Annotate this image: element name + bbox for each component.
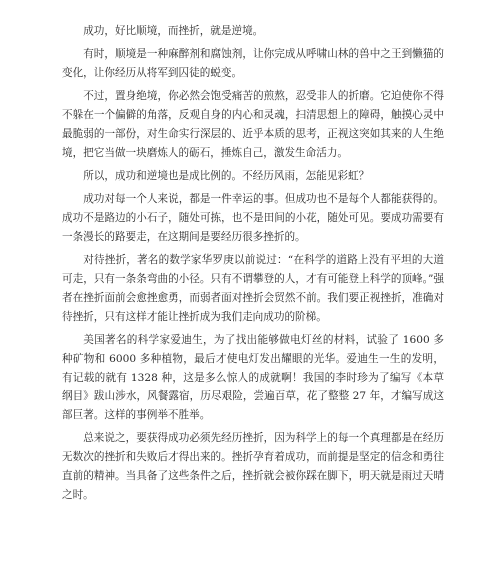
paragraph-3: 不过，置身绝境，你必然会饱受痛苦的煎熬，忍受非人的折磨。它迫使你不得不躲在一个偏僻的角落，反观自身的内心和灵魂，扫清思想上的障碍，触摸心灵中最脆弱的一部份，对生命实行深层的、近乎本质的思考，正视这突如其来的人生绝境，把它当做一块磨炼人的砺石，捶炼自己，激发生命活力。 (62, 90, 444, 159)
paragraph-2: 有时，顺境是一种麻醉剂和腐蚀剂，让你完成从呼啸山林的兽中之王到懒猫的变化，让你经历从将军到囚徒的蜕变。 (62, 48, 444, 79)
paragraph-6: 对待挫折，著名的数学家华罗庚以前说过：“在科学的道路上没有平坦的大道可走，只有一条条弯曲的小径。只有不谓攀登的人，才有可能登上科学的顶峰。”强者在挫折面前会愈挫愈勇，而弱者面对挫折会贸然不前。我们要正视挫折，准确对待挫折，只有这样才能让挫折成为我们走向成功的阶梯。 (62, 253, 444, 323)
paragraph-1: 成功，好比顺境，而挫折，就是逆境。 (83, 25, 264, 37)
paragraph-8: 总来说之，要获得成功必须先经历挫折，因为科学上的每一个真理都是在经历无数次的挫折和失败后才得出来的。挫折孕育着成功，而前提是坚定的信念和勇往直前的精神。当具备了这些条件之后，挫折就会被你踩在脚下，明天就是雨过天晴之时。 (62, 432, 444, 502)
document-page (62, 22, 444, 509)
paragraph-5: 成功对每一个人来说，都是一件幸运的事。但成功也不是每个人都能获得的。成功不是路边的小石子，随处可拣，也不是田间的小花，随处可见。要成功需要有一条漫长的路要走，在这期间是要经历很多挫折的。 (62, 193, 444, 243)
paragraph-4: 所以，成功和逆境也是成比例的。不经历风雨，怎能见彩虹？ (83, 169, 370, 182)
paragraph-7: 美国著名的科学家爱迪生，为了找出能够做电灯丝的材料，试验了 1600 多种矿物和 6000 多种植物，最后才使电灯发出耀眼的光华。爱迪生一生的发明，有记载的就有 1328 种，这是多么惊人的成就啊！我国的李时珍为了编写《本草纲目》跋山涉水，风餐露宿，历尽艰险，尝遍百草，花了整整 27 年，才编写成这部巨著。这样的事例举不胜举。 (62, 333, 444, 422)
